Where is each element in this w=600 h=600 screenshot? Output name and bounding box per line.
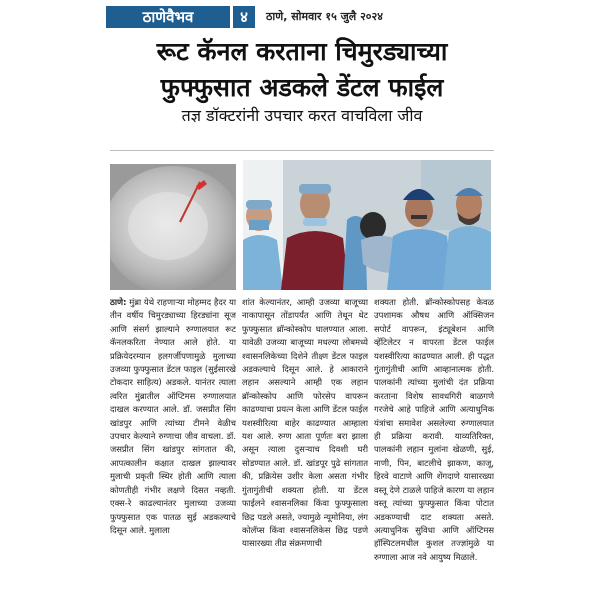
dental-file-in-tray-photo bbox=[110, 164, 236, 290]
subheadline: तज्ञ डॉक्टरांनी उपचार करत वाचविला जीव bbox=[181, 106, 423, 125]
headline-line-1: रूट कॅनल करताना चिमुरड्याच्या bbox=[156, 37, 448, 66]
dateline-lead: ठाणे: bbox=[110, 297, 127, 307]
divider bbox=[110, 150, 494, 151]
page-number: ४ bbox=[230, 6, 255, 28]
medical-team-icon bbox=[243, 160, 491, 290]
headline-line-2: फुफ्फुसात अडकले डेंटल फाईल bbox=[160, 73, 444, 102]
column-2-text: शांत केल्यानंतर, आम्ही उजव्या बाजूच्या नाकापासून तोंडापर्यंत आणि तेथून थेट फुफ्फुसात ब्रॉन्कोस्कोप घालण्यात आला. यावेळी उजव्या बाजूच्या मधल्या लोबमध्ये श्वासनलिकेच्या दिशेने तीक्ष्ण डेंटल फाइल अडकल्याचे दिसून आले. हे आकाराने लहान असल्याने आम्ही एक लहान ब्रॉन्कोस्कोप आणि फोरसेप वापरून काढण्याचा प्रयत्न केला आणि डेंटल फाईल यशस्वीरित्या बाहेर काढण्यात आम्हाला यश आले. रुग्ण आता पूर्णतः बरा झाला असून त्याला दुसऱ्याच दिवशी घरी सोडण्यात आले. डॉ. खांडपूर पुढे सांगतात की, प्रक्रियेस उशीर केला असता गंभीर गुंतागुंतीची शक्यता होती. या डेंटल फाईलने श्वासनलिका किंवा फुफ्फुसाला छिद्र पडले असते, ज्यामुळे न्यूमोनिया, लंग कोलॅप्स किंवा श्वासनलिकेस छिद्र पडणे यासारख्या तीव्र संक्रमणाची bbox=[242, 297, 368, 549]
column-1-text: मुंब्रा येथे राहणाऱ्या मोहम्मद हैदर या तीन वर्षीय चिमुरड्याच्या हिरड्यांना सूज आणि संसर्ग झाल्याने रुग्णालयात रूट कॅनलकरिता नेण्यात आले होते. या प्रक्रियेदरम्यान हलगर्जीपणामुळे मुलाच्या उजव्या फुफ्फुसात डेंटल फाइल (सुईसारखे टोकदार साहित्य) अडकले. यानंतर त्याला त्वरित मुंब्रातील ऑप्टिमस रुग्णालयात दाखल करण्यात आले. डॉ. जसप्रीत सिंग खांडपुर आणि त्यांच्या टीमने वेळीच उपचार केल्याने रुग्णाचा जीव वाचला. डॉ. जसप्रीत सिंग खांडपुर सांगतात की, आपत्कालीन कक्षात दाखल झाल्यावर मुलाची प्रकृती स्थिर होती आणि त्याला कोणतीही गंभीर लक्षणे दिसत नव्हती. एक्स-रे काढल्यानंतर मुलाच्या उजव्या फुफ्फुसात एक पातळ सुई अडकल्याचे दिसून आले. मुलाला bbox=[110, 297, 236, 535]
paper-name: ठाणेवैभव bbox=[106, 6, 230, 28]
article-column-1 bbox=[110, 296, 236, 590]
masthead bbox=[106, 6, 492, 28]
dateline: ठाणे, सोमवार १५ जुलै २०२४ bbox=[266, 10, 383, 23]
column-3-text: शक्यता होती. ब्रॉन्कोस्कोपसह केवळ उपशामक औषध आणि ऑक्सिजन सपोर्ट वापरून, इंट्यूबेशन आणि व्हेंटिलेटर न वापरता डेंटल फाईल यशस्वीरित्या काढण्यात आली. ही पद्धत गुंतागुंतीची आणि आव्हानात्मक होती. पालकांनी त्यांच्या मुलांची दंत प्रक्रिया करताना विशेष सावधगिरी बाळगणे गरजेचे आहे पाहिजे आणि अत्याधुनिक यंत्रांचा समावेश असलेल्या रुग्णालयात ही प्रक्रिया करावी. याव्यतिरिक्त, पालकांनी लहान मुलांना खेळणी, सुई, नाणी, पिन, बाटलीचे झाकण, काजू, हिरवे वाटाणे आणि शेंगदाणे यासारख्या वस्तू देणे टाळले पाहिजे कारण या लहान वस्तू त्यांच्या फुफ्फुसात किंवा पोटात अडकण्याची दाट शक्यता असते. अत्याधुनिक सुविधा आणि ऑप्टिमस हॉस्पिटलमधील कुशल तज्ज्ञांमुळे या रुग्णाला आज नवे आयुष्य मिळाले. bbox=[374, 297, 494, 562]
steel-tray-icon bbox=[110, 164, 236, 290]
article-column-2 bbox=[242, 296, 368, 590]
doctors-with-child-photo bbox=[243, 160, 491, 290]
article-column-3 bbox=[374, 296, 494, 590]
